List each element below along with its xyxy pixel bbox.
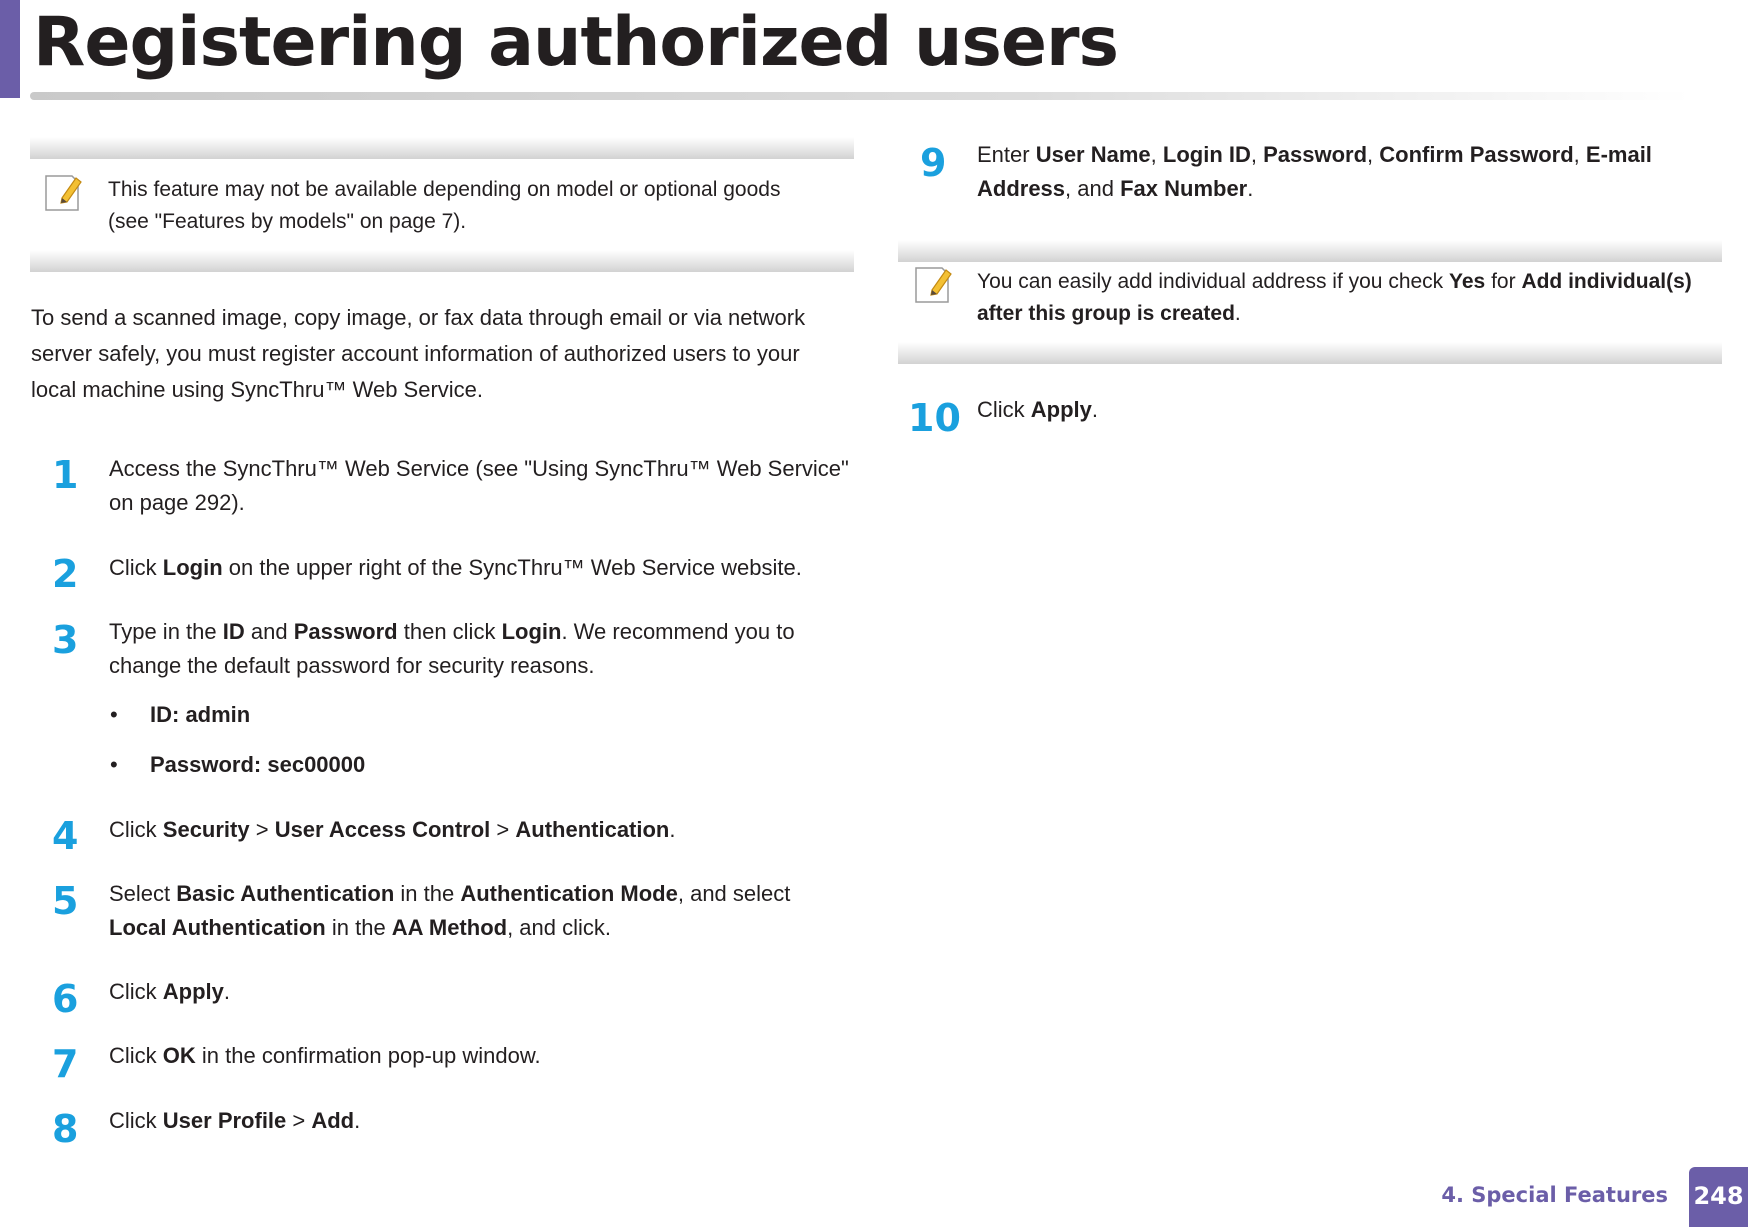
text: then click — [397, 619, 502, 644]
step-number: 10 — [908, 396, 961, 440]
text: in the — [325, 915, 392, 940]
step-2-text — [109, 551, 802, 585]
note-bottom-divider — [30, 250, 854, 272]
step-number: 6 — [52, 977, 79, 1021]
ui-term: Add individual(s) — [1521, 270, 1692, 293]
note-1-text — [108, 174, 780, 238]
ui-term: Apply — [162, 979, 224, 1004]
step-6-text — [109, 975, 230, 1009]
step-3-text — [109, 615, 859, 683]
bullet-dot: • — [110, 752, 118, 777]
ui-term: Login — [162, 555, 223, 580]
ui-term: Confirm Password — [1379, 142, 1574, 167]
step-number: 7 — [52, 1042, 79, 1086]
text: . We recommend you to — [561, 619, 795, 644]
step-1-text — [109, 452, 849, 520]
text: . — [223, 979, 231, 1004]
ui-term: Login ID — [1162, 142, 1251, 167]
text: Click — [109, 1108, 163, 1133]
step-7-text — [109, 1039, 541, 1073]
text: . — [354, 1108, 361, 1133]
title-underline — [30, 92, 1690, 100]
step-number: 9 — [920, 141, 947, 185]
ui-term: Password — [293, 619, 398, 644]
ui-term: Apply — [1030, 397, 1092, 422]
ui-term: Yes — [1449, 270, 1486, 293]
ui-term: Basic Authentication — [176, 881, 395, 906]
pencil-note-icon — [42, 170, 86, 214]
ui-term: User Access Control — [274, 817, 491, 842]
text: . — [1234, 302, 1241, 325]
ui-term: Add — [311, 1108, 355, 1133]
ui-term: Login — [501, 619, 562, 644]
step-number: 5 — [52, 879, 79, 923]
text: > — [249, 817, 275, 842]
ui-term: Authentication Mode — [460, 881, 678, 906]
ui-term: Address — [977, 176, 1066, 201]
text: , — [1573, 142, 1586, 167]
note-2-line-1 — [977, 266, 1722, 298]
text: Click — [977, 397, 1031, 422]
ui-term: after this group is created — [977, 302, 1235, 325]
text: Click — [109, 555, 163, 580]
text: for — [1485, 270, 1522, 293]
text: You can easily add individual address if you check — [977, 270, 1450, 293]
step-10-text — [977, 393, 1098, 427]
text: Click — [109, 817, 163, 842]
bullet-label: ID: admin — [150, 702, 251, 727]
intro-line-2: server safely, you must register account information of authorized users to your — [31, 341, 800, 366]
ui-term: OK — [162, 1043, 196, 1068]
ui-term: AA Method — [391, 915, 508, 940]
text: Select — [109, 881, 177, 906]
text: > — [490, 817, 516, 842]
ui-term: Fax Number — [1120, 176, 1248, 201]
note-1-line-1: This feature may not be available depending on model or optional goods — [108, 178, 781, 201]
step-9-line-1 — [977, 138, 1727, 172]
step-1-line-2: on page 292). — [109, 490, 245, 515]
page-title: Registering authorized users — [33, 3, 1119, 82]
text: Click — [109, 979, 163, 1004]
note-1-line-2: (see "Features by models" on page 7). — [108, 210, 467, 233]
text: in the confirmation pop-up window. — [195, 1043, 541, 1068]
step-number: 4 — [52, 814, 79, 858]
ui-term: Password — [1263, 142, 1368, 167]
intro-paragraph — [31, 300, 861, 408]
text: and — [244, 619, 294, 644]
step-8-text — [109, 1104, 360, 1138]
intro-line-3: local machine using SyncThru™ Web Service. — [31, 377, 484, 402]
text: . — [1247, 176, 1254, 201]
ui-term: Security — [162, 817, 250, 842]
step-number: 1 — [52, 453, 79, 497]
text: on the upper right of the SyncThru™ Web Service website. — [222, 555, 802, 580]
step-1-line-1: Access the SyncThru™ Web Service (see "Using SyncThru™ Web Service" — [109, 456, 849, 481]
bullet-label: Password: sec00000 — [150, 752, 366, 777]
text: Enter — [977, 142, 1036, 167]
footer-section-label: 4. Special Features — [1441, 1183, 1668, 1207]
step-5-line-1 — [109, 877, 859, 911]
bullet-dot: • — [110, 702, 118, 727]
text: > — [286, 1108, 312, 1133]
note-top-divider — [30, 137, 854, 159]
step-number: 8 — [52, 1107, 79, 1151]
title-accent-bar — [0, 0, 20, 98]
ui-term: User Profile — [162, 1108, 287, 1133]
ui-term: User Name — [1035, 142, 1151, 167]
step-5-text — [109, 877, 859, 945]
step-3-line-2: change the default password for security reasons. — [109, 653, 595, 678]
ui-term: Local Authentication — [109, 915, 326, 940]
note-top-divider — [898, 240, 1722, 262]
text: , and click. — [507, 915, 612, 940]
pencil-note-icon — [912, 262, 956, 306]
step-number: 3 — [52, 618, 79, 662]
text: , — [1150, 142, 1163, 167]
step-3-line-1 — [109, 615, 859, 649]
ui-term: ID — [222, 619, 245, 644]
text: Click — [109, 1043, 163, 1068]
step-9-line-2 — [977, 172, 1727, 206]
step-9-text — [977, 138, 1727, 206]
note-2-text — [977, 266, 1722, 330]
text: , — [1250, 142, 1264, 167]
step-4-text — [109, 813, 676, 847]
note-2-line-2 — [977, 298, 1722, 330]
note-bottom-divider — [898, 342, 1722, 364]
text: . — [669, 817, 676, 842]
text: in the — [394, 881, 461, 906]
ui-term: Authentication — [515, 817, 670, 842]
step-number: 2 — [52, 552, 79, 596]
ui-term: E-mail — [1585, 142, 1652, 167]
step-5-line-2 — [109, 911, 859, 945]
intro-line-1: To send a scanned image, copy image, or fax data through email or via network — [31, 305, 806, 330]
text: . — [1091, 397, 1099, 422]
text: , and select — [677, 881, 791, 906]
page-number: 248 — [1689, 1167, 1748, 1227]
text: , — [1367, 142, 1380, 167]
text: , and — [1065, 176, 1121, 201]
text: Type in the — [109, 619, 223, 644]
